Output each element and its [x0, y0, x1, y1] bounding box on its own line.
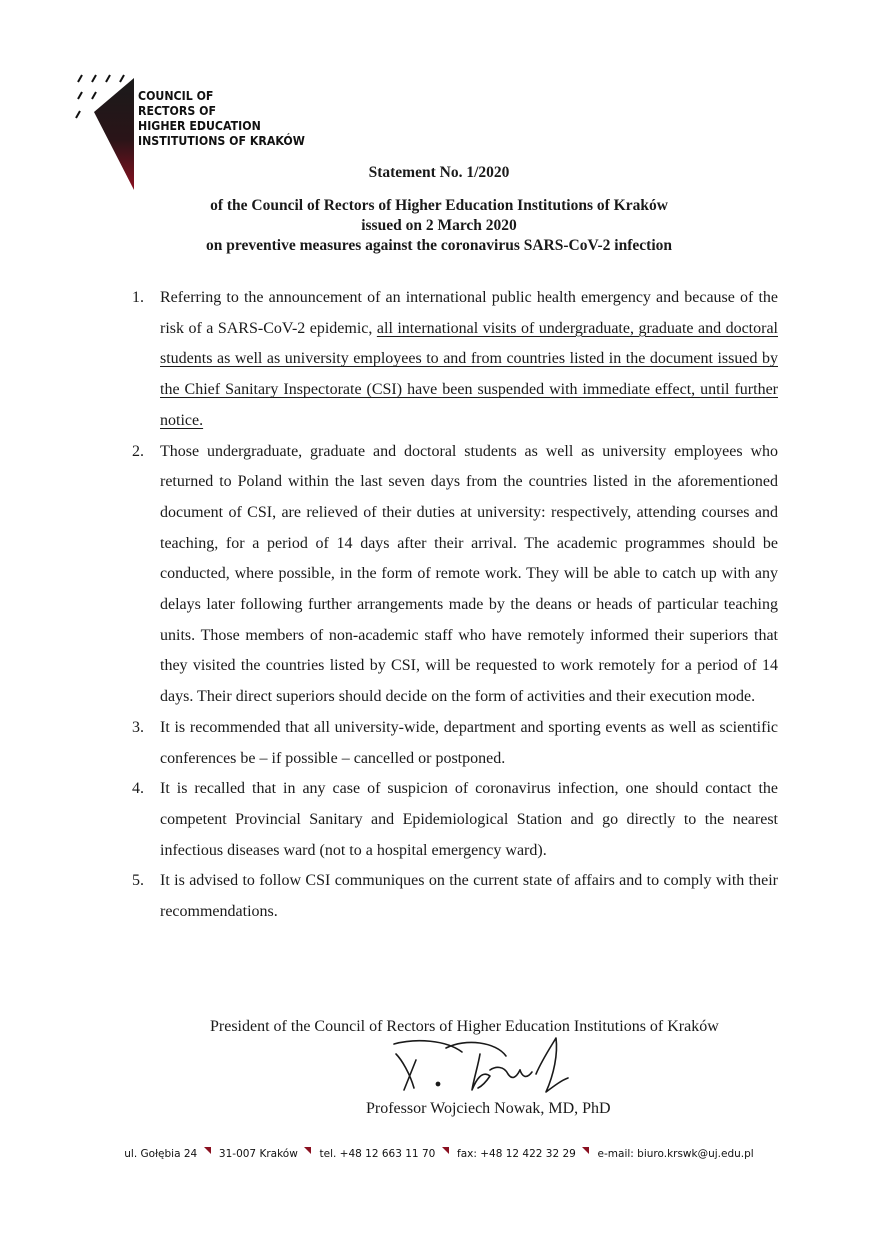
item-text-plain: Referring to the announcement of an international public health emergency and because of the risk of a SARS-CoV-2 epidemic,	[160, 289, 778, 337]
footer-fax: fax: +48 12 422 32 29	[457, 1148, 576, 1160]
item-number: 5.	[132, 872, 144, 890]
item-text: Those undergraduate, graduate and doctoral students as well as university employees who returned to Poland within the last seven days from the countries listed in the aforementioned document of CSI, are relieved of their duties at university: respectively, attending courses and teaching, for a period of 14 days after their arrival. The academic programmes should be conducted, where possible, in the form of remote work. They will be able to catch up with any delays later following further arrangements made by the deans or heads of particular teaching units. Those members of non-academic staff who have remotely informed their superiors that they visited the countries listed by CSI, will be requested to work remotely for a period of 14 days. Their direct superiors should decide on the form of activities and their execution mode.	[160, 442, 778, 706]
separator-icon	[304, 1147, 311, 1154]
list-item	[124, 437, 778, 713]
measures-list	[124, 283, 778, 928]
separator-icon	[204, 1147, 211, 1154]
list-item	[124, 713, 778, 774]
item-text-underlined: all international visits of undergraduate, graduate and doctoral students as well as university employees to and from countries listed in the document issued by the Chief Sanitary Inspectorate (CSI) have been suspended with immediate effect, until further notice.	[160, 319, 778, 429]
item-number: 1.	[132, 289, 144, 306]
footer-phone: tel. +48 12 663 11 70	[319, 1148, 436, 1160]
subtitle-line: on preventive measures against the coronavirus SARS-CoV-2 infection	[206, 237, 672, 254]
separator-icon	[582, 1147, 589, 1154]
item-number: 4.	[132, 780, 144, 798]
document-subtitle	[0, 196, 878, 256]
footer-contact	[0, 1148, 878, 1160]
item-number: 3.	[132, 718, 144, 736]
separator-icon	[442, 1147, 449, 1154]
list-item	[124, 774, 778, 866]
subtitle-line: of the Council of Rectors of Higher Education Institutions of Kraków	[210, 197, 668, 214]
list-item	[124, 283, 778, 437]
subtitle-line: issued on 2 March 2020	[361, 217, 517, 234]
item-number: 2.	[132, 442, 144, 460]
footer-city: 31-007 Kraków	[218, 1148, 298, 1160]
logo-line: COUNCIL OF	[138, 88, 214, 103]
logo-line: INSTITUTIONS OF KRAKÓW	[138, 133, 305, 148]
footer-address: ul. Gołębia 24	[124, 1148, 198, 1160]
logo-wordmark	[138, 88, 305, 148]
item-text	[160, 283, 778, 437]
footer-email[interactable]: e-mail: biuro.krswk@uj.edu.pl	[597, 1148, 754, 1160]
item-text: It is recommended that all university-wide, department and sporting events as well as scientific conferences be – if possible – cancelled or postponed.	[160, 718, 778, 767]
signatory-name: Professor Wojciech Nowak, MD, PhD	[366, 1100, 611, 1117]
handwritten-signature	[386, 1030, 586, 1106]
item-text: It is advised to follow CSI communiques on the current state of affairs and to comply with their recommendations.	[160, 872, 778, 921]
item-text: It is recalled that in any case of suspicion of coronavirus infection, one should contact the competent Provincial Sanitary and Epidemiological Station and go directly to the nearest infectious diseases ward (not to a hospital emergency ward).	[160, 780, 778, 859]
signatory-role: President of the Council of Rectors of Higher Education Institutions of Kraków	[210, 1018, 719, 1035]
list-item	[124, 866, 778, 927]
document-title: Statement No. 1/2020	[368, 164, 510, 181]
logo-line: HIGHER EDUCATION	[138, 118, 261, 133]
logo-line: RECTORS OF	[138, 103, 217, 118]
